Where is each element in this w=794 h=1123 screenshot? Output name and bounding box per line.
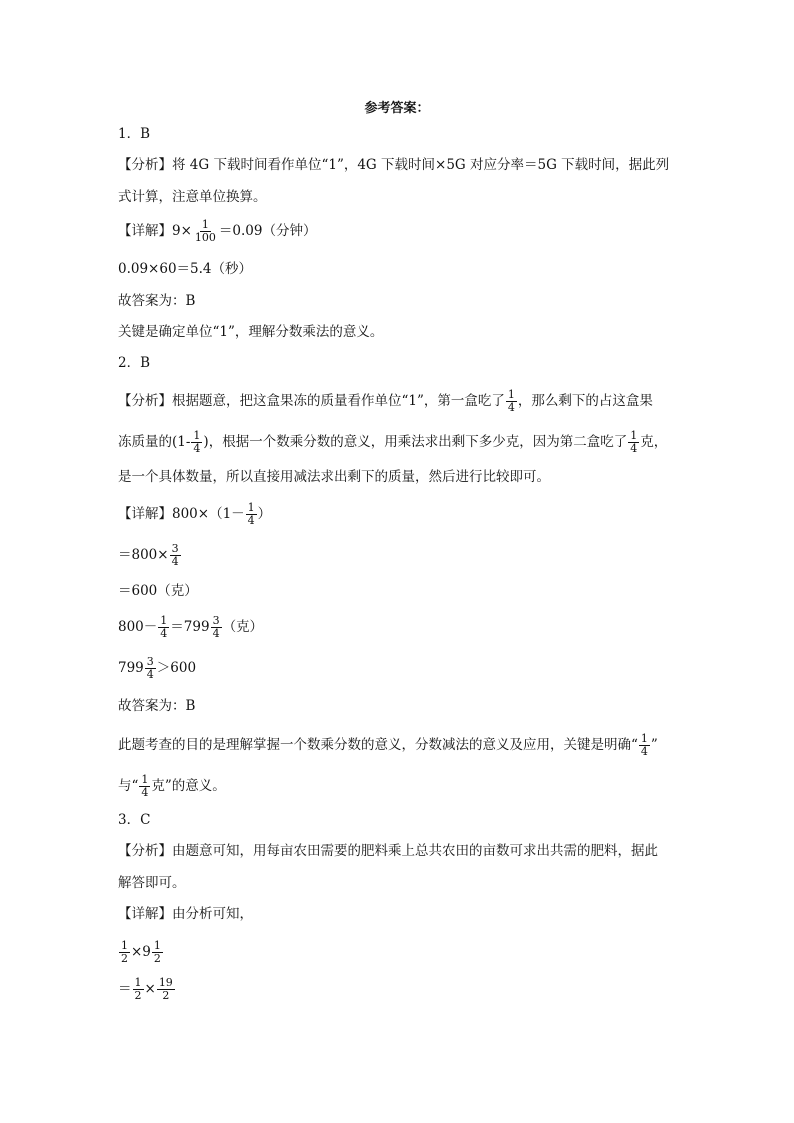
fraction: $\frac{1}{4}$ — [630, 429, 638, 455]
q1-analysis-line-1: 【分析】将 4G 下载时间看作单位“1”，4G 下载时间×5G 对应分率＝5G 下载时间，据此列 — [118, 157, 670, 173]
text: )，根据一个数乘分数的意义，用乘法求出剩下多少克，因为第二盒吃了 — [203, 434, 628, 450]
text: 799 — [118, 660, 144, 676]
q2-detail-2 — [118, 543, 182, 568]
fraction: $\frac{1}{4}$ — [507, 388, 515, 414]
text: （克） — [222, 619, 264, 635]
q2-key-line-2 — [118, 774, 226, 799]
q1-detail-suffix: ＝0.09（分钟） — [218, 223, 317, 239]
text: 【分析】根据题意，把这盒果冻的质量看作单位“1”，第一盒吃了 — [118, 393, 505, 409]
text: ＝800× — [118, 547, 169, 563]
q1-calc-2: 0.09×60＝5.4（秒） — [118, 261, 253, 277]
q1-detail-prefix: 【详解】9× — [118, 223, 192, 239]
text: ＝ — [118, 981, 132, 997]
text: 此题考查的目的是理解掌握一个数乘分数的意义，分数减法的意义及应用，关键是明确“ — [118, 737, 638, 753]
q1-analysis-line-2: 式计算，注意单位换算。 — [118, 189, 267, 205]
fraction: $\frac{1}{4}$ — [247, 501, 255, 527]
q2-analysis-line-2 — [118, 430, 667, 455]
text: 克”的意义。 — [151, 778, 226, 794]
q1-answer: 1．B — [118, 126, 151, 142]
fraction: $\frac{1}{2}$ — [134, 976, 142, 1002]
text: 与“ — [118, 778, 139, 794]
text: ，那么剩下的占这盒果 — [517, 393, 653, 409]
text: 克， — [640, 434, 668, 450]
q3-expr-2 — [118, 977, 176, 1002]
text: × — [144, 981, 156, 997]
fraction: $\frac{1}{100}$ — [194, 218, 216, 244]
text: 800－ — [118, 619, 158, 635]
q1-detail — [118, 219, 316, 244]
q2-answer: 2．B — [118, 355, 151, 371]
q3-detail: 【详解】由分析可知， — [118, 906, 253, 922]
text: ” — [650, 737, 658, 753]
fraction: $\frac{1}{2}$ — [153, 939, 161, 965]
fraction: $\frac{1}{2}$ — [121, 939, 128, 965]
q2-detail-5 — [118, 656, 196, 681]
q2-detail-4 — [118, 615, 263, 640]
q2-analysis-line-1 — [118, 389, 653, 414]
text: ） — [257, 506, 272, 522]
q2-key-line-1 — [118, 733, 658, 758]
q2-analysis-line-3: 是一个具体数量，所以直接用减法求出剩下的质量，然后进行比较即可。 — [118, 469, 550, 485]
fraction: $\frac{19}{2}$ — [158, 976, 173, 1002]
q1-key: 关键是确定单位“1”，理解分数乘法的意义。 — [118, 324, 384, 340]
text: ＞600 — [156, 660, 197, 676]
q1-final: 故答案为：B — [118, 293, 196, 309]
q2-detail-1 — [118, 502, 271, 527]
q2-detail-3: ＝600（克） — [118, 583, 198, 599]
fraction: $\frac{3}{4}$ — [212, 614, 220, 640]
text: ＝799 — [170, 619, 210, 635]
q3-analysis-line-2: 解答即可。 — [118, 875, 186, 891]
text: ×9 — [131, 944, 151, 960]
text: 【详解】800×（1－ — [118, 506, 245, 522]
q3-analysis-line-1: 【分析】由题意可知，用每亩农田需要的肥料乘上总共农田的亩数可求出共需的肥料，据此 — [118, 843, 658, 859]
fraction: $\frac{1}{4}$ — [640, 732, 648, 758]
page-title: 参考答案： — [364, 101, 430, 116]
q3-expr-1 — [118, 940, 164, 965]
fraction: $\frac{3}{4}$ — [146, 655, 154, 681]
text: 冻质量的(1- — [118, 434, 191, 450]
fraction: $\frac{1}{4}$ — [193, 429, 201, 455]
fraction: $\frac{3}{4}$ — [171, 542, 179, 568]
q2-final: 故答案为：B — [118, 698, 196, 714]
fraction: $\frac{1}{4}$ — [160, 614, 168, 640]
q3-answer: 3．C — [118, 812, 151, 828]
fraction: $\frac{1}{4}$ — [141, 773, 149, 799]
